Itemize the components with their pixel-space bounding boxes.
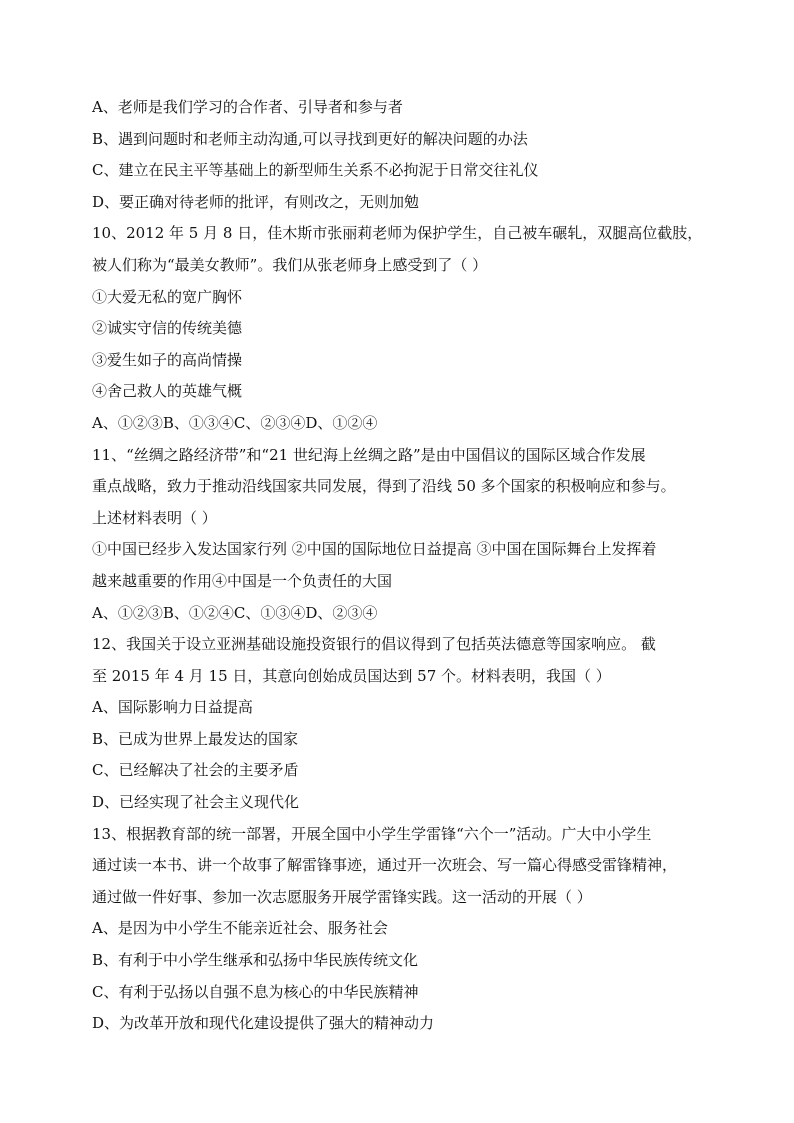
q13-option-d: D、为改革开放和现代化建设提供了强大的精神动力 xyxy=(92,1014,435,1033)
q12-option-a: A、国际影响力日益提高 xyxy=(92,698,253,717)
q9-option-c: C、建立在民主平等基础上的新型师生关系不必拘泥于日常交往礼仪 xyxy=(92,161,539,180)
q11-item-line: ①中国已经步入发达国家行列 ②中国的国际地位日益提高 ③中国在国际舞台上发挥着 xyxy=(92,540,657,559)
q12-option-b: B、已成为世界上最发达的国家 xyxy=(92,729,299,748)
q13-option-c: C、有利于弘扬以自强不息为核心的中华民族精神 xyxy=(92,982,419,1001)
q11-item-line: 越来越重要的作用④中国是一个负责任的大国 xyxy=(92,571,393,590)
q9-option-a: A、老师是我们学习的合作者、引导者和参与者 xyxy=(92,98,403,116)
q13-option-a: A、是因为中小学生不能亲近社会、服务社会 xyxy=(92,919,388,938)
q12-option-c: C、已经解决了社会的主要矛盾 xyxy=(92,761,299,780)
q12-option-d: D、已经实现了社会主义现代化 xyxy=(92,793,300,812)
q12-stem-line: 12、我国关于设立亚洲基础设施投资银行的倡议得到了包括英法德意等国家响应。 截 xyxy=(92,635,656,654)
q13-stem-line: 通过做一件好事、参加一次志愿服务开展学雷锋实践。这一活动的开展（ ） xyxy=(92,887,592,906)
q10-item: ②诚实守信的传统美德 xyxy=(92,319,243,338)
q9-option-b: B、遇到问题时和老师主动沟通,可以寻找到更好的解决问题的办法 xyxy=(92,129,528,148)
q11-stem-line: 上述材料表明（ ） xyxy=(92,508,217,527)
q11-options: A、①②③B、①②④C、①③④D、②③④ xyxy=(92,603,378,622)
q10-options: A、①②③B、①③④C、②③④D、①②④ xyxy=(92,413,378,432)
q9-option-d: D、要正确对待老师的批评，有则改之，无则加勉 xyxy=(92,192,420,211)
q12-stem-line: 至 2015 年 4 月 15 日，其意向创始成员国达到 57 个。材料表明，我国（ ） xyxy=(92,666,611,685)
q13-stem-line: 通过读一本书、讲一个故事了解雷锋事迹，通过开一次班会、写一篇心得感受雷锋精神， xyxy=(92,856,678,875)
document-page xyxy=(92,92,708,1040)
q10-stem-line: 10、2012 年 5 月 8 日，佳木斯市张丽莉老师为保护学生，自己被车碾轧，双腿高位截肢， xyxy=(92,224,703,243)
q10-item: ①大爱无私的宽广胸怀 xyxy=(92,287,243,306)
q11-stem-line: 重点战略，致力于推动沿线国家共同发展，得到了沿线 50 多个国家的积极响应和参与。 xyxy=(92,477,676,496)
q10-item: ③爱生如子的高尚情操 xyxy=(92,350,243,369)
q10-stem-line: 被人们称为“最美女教师”。我们从张老师身上感受到了（ ） xyxy=(92,255,488,274)
q11-stem-line: 11、“丝绸之路经济带”和“21 世纪海上丝绸之路”是由中国倡议的国际区域合作发展 xyxy=(92,445,646,464)
q13-stem-line: 13、根据教育部的统一部署，开展全国中小学生学雷锋“六个一”活动。广大中小学生 xyxy=(92,824,652,843)
q13-option-b: B、有利于中小学生继承和弘扬中华民族传统文化 xyxy=(92,951,419,970)
q10-item: ④舍己救人的英雄气概 xyxy=(92,382,243,401)
